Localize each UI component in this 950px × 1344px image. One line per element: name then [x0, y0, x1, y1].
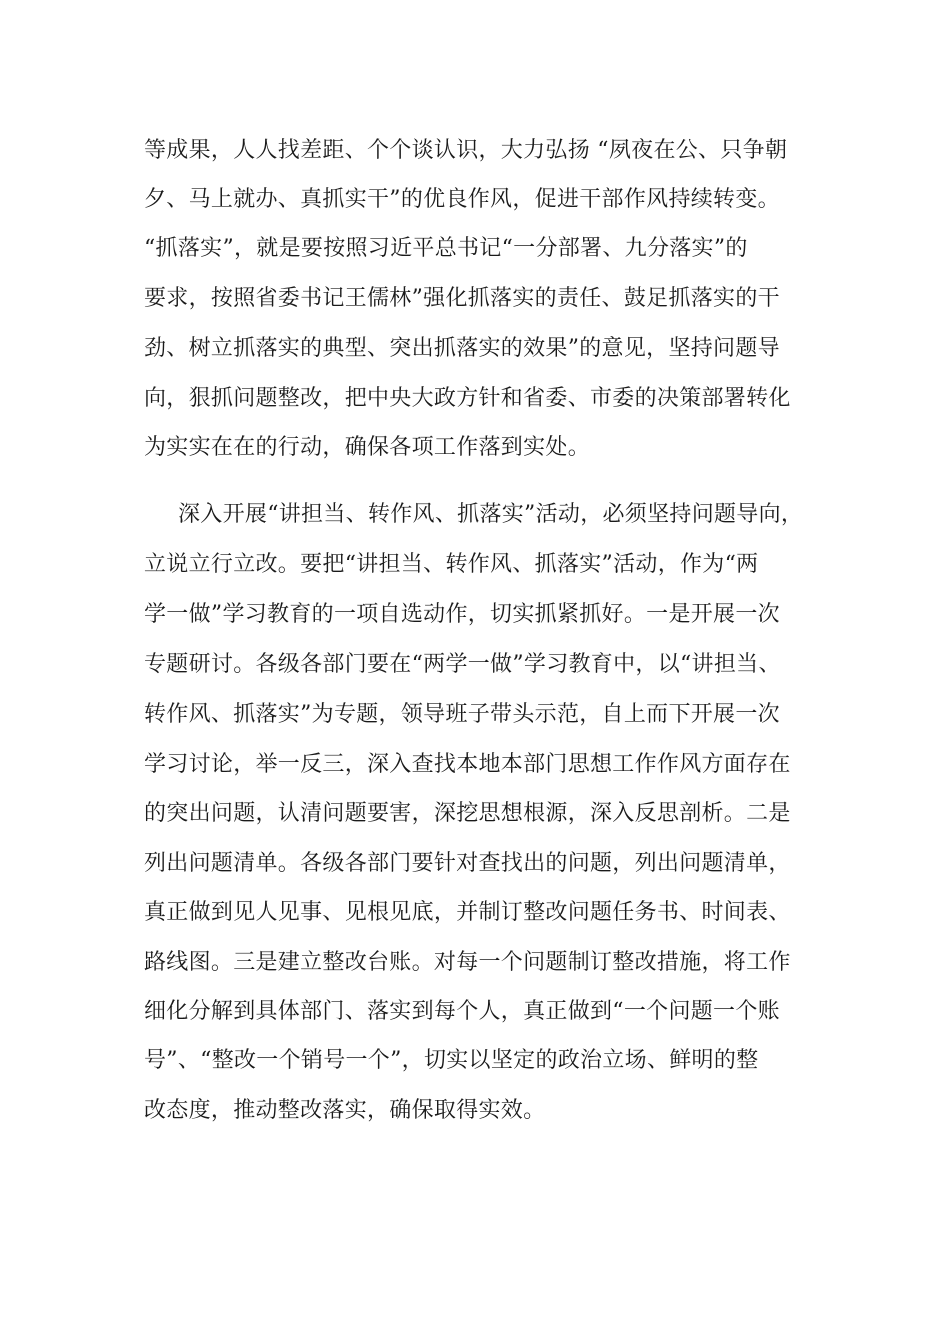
paragraph2-line-2: 立说立行立改。要把“讲担当、转作风、抓落实”活动，作为“两	[144, 552, 759, 577]
paragraph1-line-5: 劲、树立抓落实的典型、突出抓落实的效果”的意见，坚持问题导	[144, 336, 780, 361]
paragraph2-line-1: 深入开展“讲担当、转作风、抓落实”活动，必须坚持问题导向，	[178, 502, 804, 527]
paragraph2-line-3: 学一做”学习教育的一项自选动作，切实抓紧抓好。一是开展一次	[144, 602, 780, 627]
paragraph2-line-10: 路线图。三是建立整改台账。对每一个问题制订整改措施，将工作	[144, 950, 791, 975]
paragraph1-line-7: 为实实在在的行动，确保各项工作落到实处。	[144, 435, 591, 460]
paragraph2-line-6: 学习讨论，举一反三，深入查找本地本部门思想工作作风方面存在	[144, 752, 791, 777]
paragraph1-line-3: “抓落实”，就是要按照习近平总书记“一分部署、九分落实”的	[144, 236, 748, 261]
paragraph1-line-1: 等成果，人人找差距、个个谈认识，大力弘扬 “夙夜在公、只争朝	[144, 138, 788, 163]
paragraph2-line-11: 细化分解到具体部门、落实到每个人，真正做到“一个问题一个账	[144, 999, 780, 1024]
paragraph2-line-12: 号”、“整改一个销号一个”，切实以坚定的政治立场、鲜明的整	[144, 1048, 759, 1073]
paragraph2-line-4: 专题研讨。各级各部门要在“两学一做”学习教育中，以“讲担当、	[144, 652, 781, 677]
paragraph2-line-9: 真正做到见人见事、见根见底，并制订整改问题任务书、时间表、	[144, 900, 791, 925]
paragraph2-line-8: 列出问题清单。各级各部门要针对查找出的问题，列出问题清单，	[144, 851, 791, 876]
paragraph2-line-13: 改态度，推动整改落实，确保取得实效。	[144, 1098, 546, 1123]
paragraph1-line-2: 夕、马上就办、真抓实干”的优良作风，促进干部作风持续转变。	[144, 187, 780, 212]
paragraph1-line-6: 向，狠抓问题整改，把中央大政方针和省委、市委的决策部署转化	[144, 386, 791, 411]
paragraph2-line-7: 的突出问题，认清问题要害，深挖思想根源，深入反思剖析。二是	[144, 801, 791, 826]
paragraph1-line-4: 要求，按照省委书记王儒林”强化抓落实的责任、鼓足抓落实的干	[144, 286, 780, 311]
paragraph2-line-5: 转作风、抓落实”为专题，领导班子带头示范，自上而下开展一次	[144, 702, 780, 727]
